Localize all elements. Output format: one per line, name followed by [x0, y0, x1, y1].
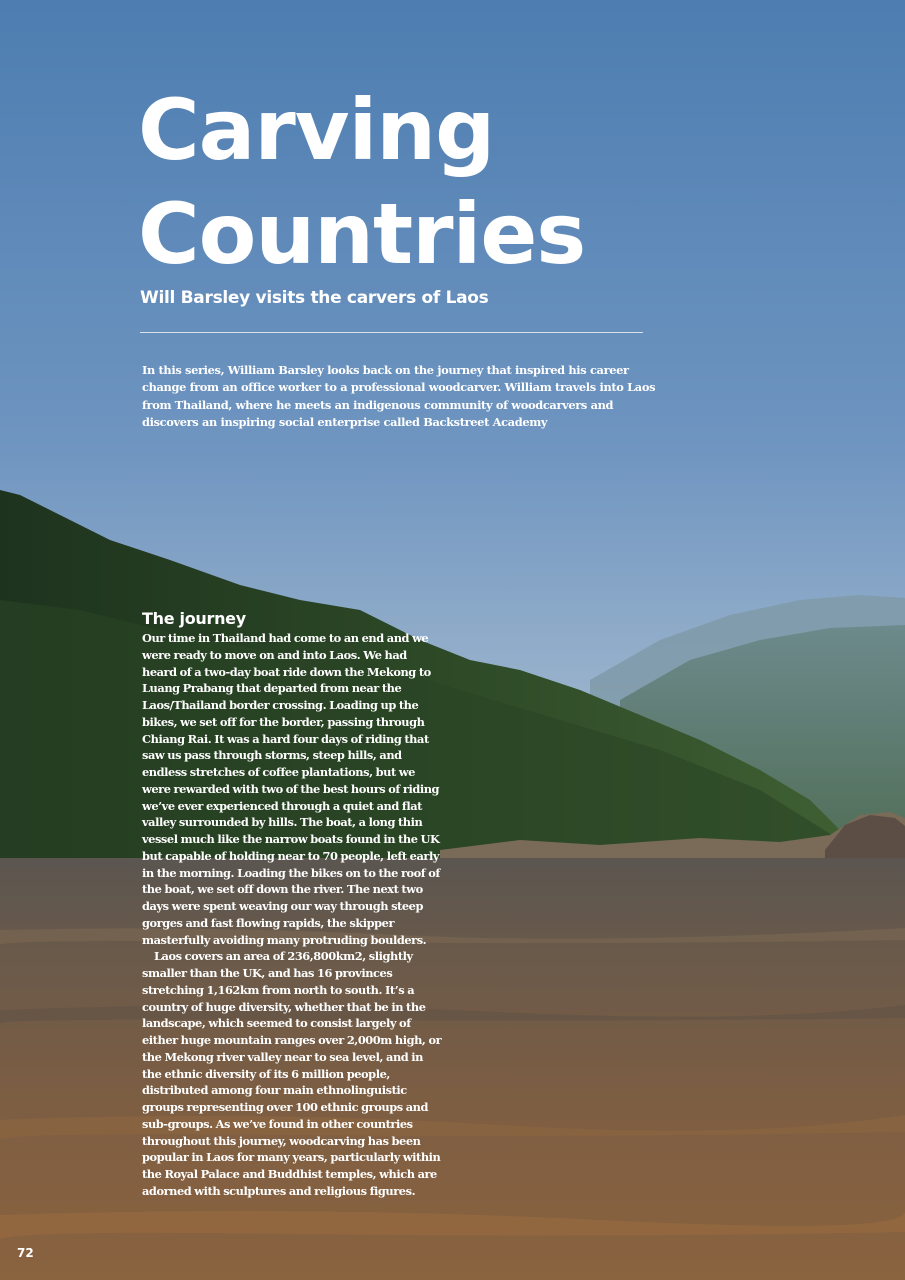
title-divider — [140, 332, 643, 333]
article-subtitle: Will Barsley visits the carvers of Laos — [140, 288, 489, 308]
article-intro: In this series, William Barsley looks back on the journey that inspired his career change from an office worker to a professional woodcarver. William travels into Laos from Thailand, where he meets an indigenous community of woodcarvers and discovers an inspiring social enterprise called Backstreet Academy — [142, 363, 656, 430]
article-title — [138, 78, 585, 286]
title-line-2: Countries — [138, 185, 586, 283]
body-paragraph-2: Laos covers an area of 236,800km2, slightly smaller than the UK, and has 16 provinces stretching 1,162km from north to south. It’s a country of huge diversity, whether that be in the landscape, which seemed to consist largely of either huge mountain ranges over 2,000m high, or the Mekong river valley near to sea level, and in the ethnic diversity of its 6 million people, distributed among four main ethnolinguistic groups representing over 100 ethnic groups and sub-groups. As we’ve found in other countries throughout this journey, woodcarving has been popular in Laos for many years, particularly within the Royal Palace and Buddhist temples, which are adorned with sculptures and religious figures. — [142, 949, 442, 1198]
section-heading: The journey — [142, 609, 246, 628]
page-number: 72 — [17, 1246, 34, 1260]
article-body — [142, 630, 442, 1200]
title-line-1: Carving — [138, 81, 495, 179]
body-paragraph-1: Our time in Thailand had come to an end and we were ready to move on and into Laos. We had heard of a two-day boat ride down the Mekong to Luang Prabang that departed from near the Laos/Thailand border crossing. Loading up the bikes, we set off for the border, passing through Chiang Rai. It was a hard four days of riding that saw us pass through storms, steep hills, and endless stretches of coffee plantations, but we were rewarded with two of the best hours of riding we’ve ever experienced through a quiet and flat valley surrounded by hills. The boat, a long thin vessel much like the narrow boats found in the UK but capable of holding near to 70 people, left early in the morning. Loading the bikes on to the roof of the boat, we set off down the river. The next two days were spent weaving our way through steep gorges and fast flowing rapids, the skipper masterfully avoiding many protruding boulders. — [142, 631, 440, 947]
